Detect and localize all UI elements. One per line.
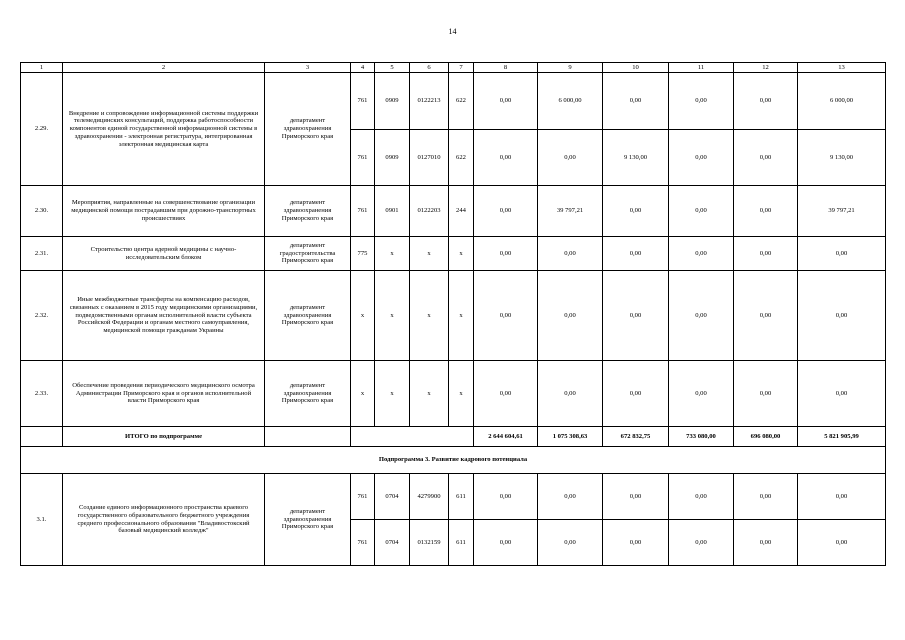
cell-amount: 0,00 bbox=[474, 271, 538, 361]
table-row bbox=[21, 237, 886, 271]
cell-amount: 0,00 bbox=[538, 474, 603, 520]
cell-amount: 0,00 bbox=[474, 237, 538, 271]
cell-target-article: x bbox=[410, 237, 449, 271]
item-number: 2.30. bbox=[21, 186, 63, 237]
cell-amount: 0,00 bbox=[734, 73, 798, 130]
item-description: Мероприятия, направленные на совершенствование организации медицинской помощи пострадавшим при дорожно-транспортных происшествиях bbox=[63, 186, 265, 237]
cell-grbs: 775 bbox=[351, 237, 375, 271]
cell-target-article: 0122213 bbox=[410, 73, 449, 130]
cell-amount: 0,00 bbox=[734, 271, 798, 361]
cell-section: 0909 bbox=[375, 73, 410, 130]
item-number: 2.31. bbox=[21, 237, 63, 271]
cell-amount: 0,00 bbox=[669, 73, 734, 130]
subprogram-total-row bbox=[21, 427, 886, 447]
cell-amount: 0,00 bbox=[669, 271, 734, 361]
cell-amount: 0,00 bbox=[538, 520, 603, 566]
cell-amount: 0,00 bbox=[474, 186, 538, 237]
cell-grbs: x bbox=[351, 361, 375, 427]
item-executor: департамент здравоохранения Приморского края bbox=[265, 186, 351, 237]
item-description: Создание единого информационного пространства краевого государственного образовательного бюджетного учреждения среднего профессионального образования "Владивостокский базовый медицинский колледж" bbox=[63, 474, 265, 566]
cell-amount: 0,00 bbox=[474, 73, 538, 130]
total-amount: 733 080,00 bbox=[669, 427, 734, 447]
cell-target-article: 0122203 bbox=[410, 186, 449, 237]
cell-amount: 0,00 bbox=[734, 474, 798, 520]
cell-amount: 0,00 bbox=[603, 271, 669, 361]
cell-expense-type: x bbox=[449, 271, 474, 361]
cell-amount: 0,00 bbox=[734, 237, 798, 271]
cell-amount: 0,00 bbox=[734, 130, 798, 186]
item-description: Обеспечение проведения периодического медицинского осмотра Администрации Приморского края и органов исполнительной власти Приморского края bbox=[63, 361, 265, 427]
column-header: 5 bbox=[375, 63, 410, 73]
table-row bbox=[21, 361, 886, 427]
cell-target-article: x bbox=[410, 361, 449, 427]
cell-total: 0,00 bbox=[798, 520, 886, 566]
cell-amount: 0,00 bbox=[669, 130, 734, 186]
table-row bbox=[21, 474, 886, 520]
item-executor: департамент здравоохранения Приморского края bbox=[265, 271, 351, 361]
cell-amount: 0,00 bbox=[734, 520, 798, 566]
cell-expense-type: 622 bbox=[449, 130, 474, 186]
cell-amount: 0,00 bbox=[734, 361, 798, 427]
cell-amount: 0,00 bbox=[669, 520, 734, 566]
table-row bbox=[21, 186, 886, 237]
cell-section: 0704 bbox=[375, 474, 410, 520]
cell-expense-type: x bbox=[449, 237, 474, 271]
grand-total-amount: 5 821 905,99 bbox=[798, 427, 886, 447]
cell-amount: 0,00 bbox=[669, 361, 734, 427]
cell-amount: 0,00 bbox=[603, 361, 669, 427]
item-description: Строительство центра ядерной медицины с научно-исследовательским блоком bbox=[63, 237, 265, 271]
cell-grbs: 761 bbox=[351, 186, 375, 237]
item-executor: департамент здравоохранения Приморского края bbox=[265, 73, 351, 186]
total-amount: 2 644 604,61 bbox=[474, 427, 538, 447]
column-header: 13 bbox=[798, 63, 886, 73]
cell-grbs: x bbox=[351, 271, 375, 361]
column-header: 10 bbox=[603, 63, 669, 73]
cell-target-article: 0127010 bbox=[410, 130, 449, 186]
cell-amount: 0,00 bbox=[538, 237, 603, 271]
item-executor: департамент градостроительства Приморского края bbox=[265, 237, 351, 271]
cell-total: 0,00 bbox=[798, 474, 886, 520]
cell-amount: 0,00 bbox=[603, 186, 669, 237]
cell-amount: 0,00 bbox=[474, 520, 538, 566]
cell-target-article: x bbox=[410, 271, 449, 361]
cell-amount: 9 130,00 bbox=[603, 130, 669, 186]
empty-cell bbox=[21, 427, 63, 447]
column-header: 7 bbox=[449, 63, 474, 73]
column-number-header-row bbox=[21, 63, 886, 73]
table-row bbox=[21, 73, 886, 130]
cell-amount: 0,00 bbox=[538, 130, 603, 186]
cell-grbs: 761 bbox=[351, 73, 375, 130]
cell-amount: 0,00 bbox=[603, 237, 669, 271]
column-header: 1 bbox=[21, 63, 63, 73]
column-header: 3 bbox=[265, 63, 351, 73]
cell-grbs: 761 bbox=[351, 520, 375, 566]
item-executor: департамент здравоохранения Приморского края bbox=[265, 474, 351, 566]
cell-amount: 39 797,21 bbox=[538, 186, 603, 237]
column-header: 6 bbox=[410, 63, 449, 73]
program-budget-table bbox=[20, 62, 886, 566]
cell-section: 0704 bbox=[375, 520, 410, 566]
cell-amount: 0,00 bbox=[538, 361, 603, 427]
cell-section: 0901 bbox=[375, 186, 410, 237]
item-number: 2.33. bbox=[21, 361, 63, 427]
cell-amount: 0,00 bbox=[603, 474, 669, 520]
item-number: 2.32. bbox=[21, 271, 63, 361]
cell-total: 0,00 bbox=[798, 361, 886, 427]
column-header: 2 bbox=[63, 63, 265, 73]
total-amount: 1 075 308,63 bbox=[538, 427, 603, 447]
cell-amount: 0,00 bbox=[669, 186, 734, 237]
cell-expense-type: 611 bbox=[449, 474, 474, 520]
item-executor: департамент здравоохранения Приморского края bbox=[265, 361, 351, 427]
cell-total: 0,00 bbox=[798, 237, 886, 271]
item-description: Внедрение и сопровождение информационной системы поддержки телемедицинских консультаций, поддержка работоспособности компонентов единой государственной информационной системы в здравоохранении - электронная регистратура, интегрированная электронная медицинская карта bbox=[63, 73, 265, 186]
item-number: 3.1. bbox=[21, 474, 63, 566]
cell-total: 9 130,00 bbox=[798, 130, 886, 186]
column-header: 8 bbox=[474, 63, 538, 73]
cell-amount: 0,00 bbox=[538, 271, 603, 361]
cell-section: x bbox=[375, 237, 410, 271]
cell-total: 39 797,21 bbox=[798, 186, 886, 237]
cell-section: 0909 bbox=[375, 130, 410, 186]
item-description: Иные межбюджетные трансферты на компенсацию расходов, связанных с оказанием в 2015 году медицинскими организациями, подведомственными органам исполнительной власти субъекта Российской Федерации и органам местного самоуправления, медицинской помощи гражданам Украины bbox=[63, 271, 265, 361]
cell-total: 0,00 bbox=[798, 271, 886, 361]
column-header: 11 bbox=[669, 63, 734, 73]
cell-expense-type: 244 bbox=[449, 186, 474, 237]
table-row bbox=[21, 271, 886, 361]
cell-amount: 0,00 bbox=[669, 237, 734, 271]
column-header: 9 bbox=[538, 63, 603, 73]
cell-amount: 0,00 bbox=[603, 73, 669, 130]
empty-cell bbox=[351, 427, 474, 447]
cell-total: 6 000,00 bbox=[798, 73, 886, 130]
cell-grbs: 761 bbox=[351, 130, 375, 186]
cell-target-article: 4279900 bbox=[410, 474, 449, 520]
total-amount: 696 080,00 bbox=[734, 427, 798, 447]
cell-amount: 0,00 bbox=[734, 186, 798, 237]
cell-section: x bbox=[375, 271, 410, 361]
total-label: ИТОГО по подпрограмме bbox=[63, 427, 265, 447]
page-number: 14 bbox=[448, 27, 457, 36]
empty-cell bbox=[265, 427, 351, 447]
cell-amount: 0,00 bbox=[474, 130, 538, 186]
cell-grbs: 761 bbox=[351, 474, 375, 520]
column-header: 12 bbox=[734, 63, 798, 73]
cell-expense-type: x bbox=[449, 361, 474, 427]
column-header: 4 bbox=[351, 63, 375, 73]
section-heading-row bbox=[21, 447, 886, 474]
cell-section: x bbox=[375, 361, 410, 427]
cell-amount: 0,00 bbox=[474, 474, 538, 520]
cell-expense-type: 611 bbox=[449, 520, 474, 566]
cell-target-article: 0132159 bbox=[410, 520, 449, 566]
cell-amount: 0,00 bbox=[669, 474, 734, 520]
cell-amount: 0,00 bbox=[474, 361, 538, 427]
total-amount: 672 832,75 bbox=[603, 427, 669, 447]
item-number: 2.29. bbox=[21, 73, 63, 186]
cell-expense-type: 622 bbox=[449, 73, 474, 130]
section-title: Подпрограмма 3. Развитие кадрового потенциала bbox=[21, 447, 886, 474]
cell-amount: 6 000,00 bbox=[538, 73, 603, 130]
cell-amount: 0,00 bbox=[603, 520, 669, 566]
